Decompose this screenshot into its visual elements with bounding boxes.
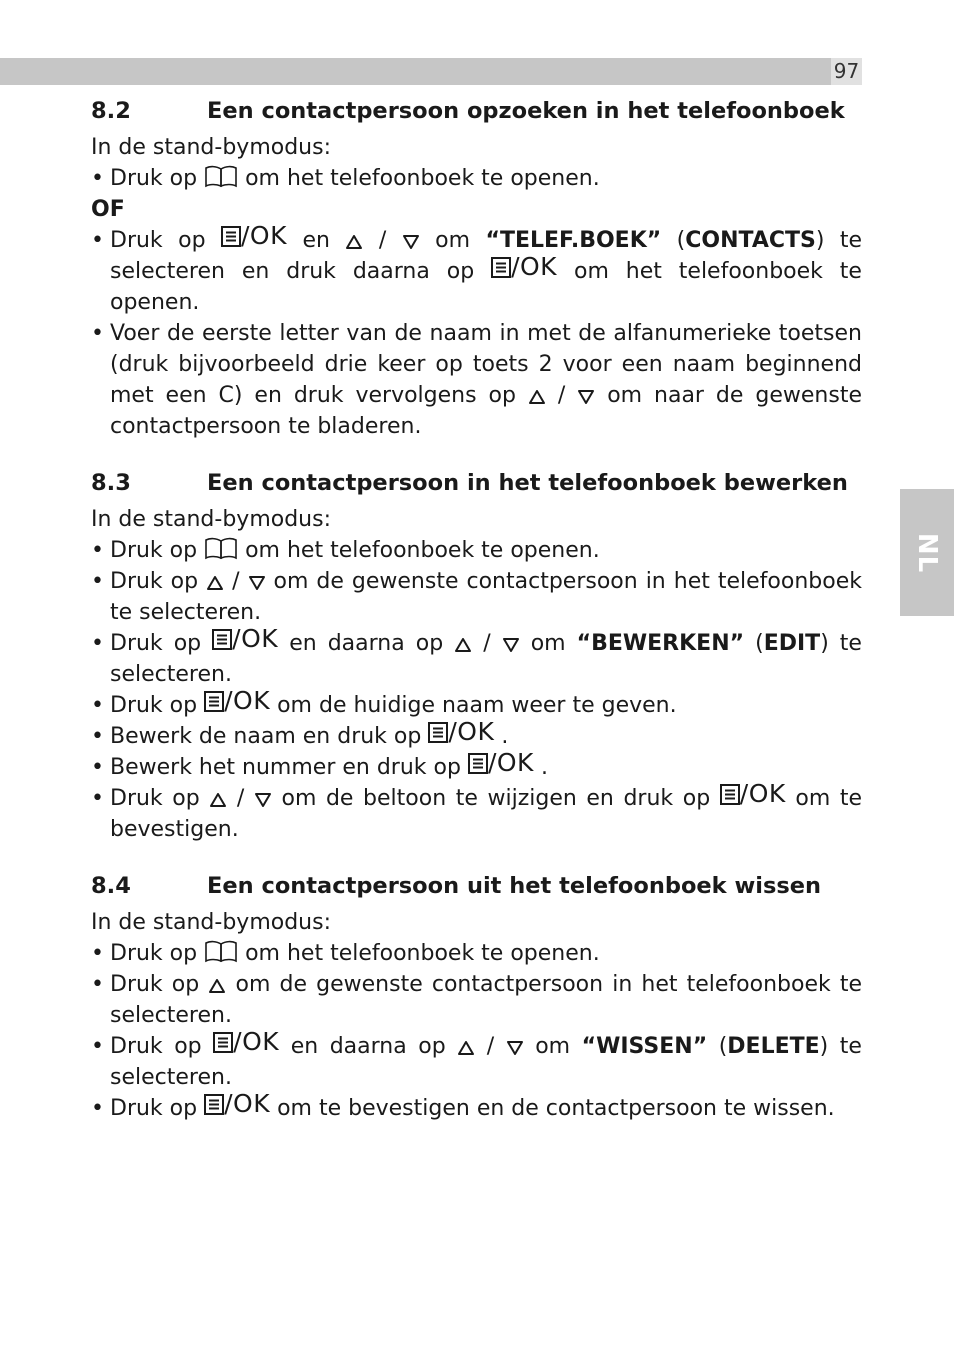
up-arrow-icon [208, 978, 226, 994]
down-arrow-icon [502, 637, 520, 653]
menu-option-label: CONTACTS [685, 228, 816, 253]
up-arrow-icon [345, 234, 363, 250]
item-text: en [302, 228, 330, 253]
page-number: 97 [831, 58, 862, 85]
language-tab-label: NL [911, 532, 942, 573]
up-down-separator: / [236, 786, 245, 811]
item-text: . [501, 724, 509, 749]
ok-key-label: /OK [232, 624, 279, 653]
menu-icon [213, 1032, 233, 1053]
list-item [91, 624, 862, 690]
list-item [91, 1027, 862, 1093]
instruction-list [91, 163, 862, 194]
menu-ok-key [491, 252, 558, 281]
down-arrow-icon [506, 1040, 524, 1056]
item-text: Druk op [110, 1096, 198, 1121]
up-down-separator: / [483, 631, 491, 656]
menu-ok-key [428, 717, 495, 746]
up-arrow-icon [457, 1040, 475, 1056]
item-text: Druk op [110, 972, 200, 997]
list-item [91, 717, 862, 752]
language-tab [900, 489, 954, 616]
up-down-keys [454, 631, 531, 656]
item-text: ( [718, 1034, 728, 1059]
ok-key-label: /OK [224, 686, 271, 715]
down-arrow-icon [577, 389, 595, 405]
item-text: en daarna op [290, 1034, 446, 1059]
menu-ok-key [221, 221, 287, 250]
menu-icon [204, 1094, 224, 1115]
item-text: Druk op [110, 228, 206, 253]
instruction-list [91, 938, 862, 1124]
menu-option-label: DELETE [727, 1034, 820, 1059]
item-text: Druk op [110, 693, 198, 718]
down-arrow-icon [248, 575, 266, 591]
menu-icon [428, 722, 448, 743]
ok-key-label: /OK [233, 1027, 280, 1056]
item-text: ( [755, 631, 764, 656]
item-text: om het telefoonboek te openen. [110, 259, 862, 315]
menu-ok-key [204, 686, 271, 715]
menu-option-label: “WISSEN” [581, 1034, 708, 1059]
page-content [91, 96, 862, 1124]
up-down-keys [528, 383, 607, 408]
section-8-3 [91, 468, 862, 845]
up-down-separator: / [557, 383, 566, 408]
section-title: Een contactpersoon in het telefoonboek bewerken [207, 470, 848, 496]
item-text: om de gewenste contactpersoon in het telefoonboek te selecteren. [110, 972, 863, 1028]
item-text: en daarna op [289, 631, 444, 656]
up-down-separator: / [378, 228, 387, 253]
up-arrow-icon [206, 575, 224, 591]
phonebook-icon [204, 536, 238, 560]
up-arrow-icon [528, 389, 546, 405]
or-label: OF [91, 197, 125, 222]
item-text: om naar de gewenste contactpersoon te bladeren. [110, 383, 862, 439]
up-down-keys [457, 1034, 535, 1059]
list-item [91, 163, 862, 194]
item-text: om het telefoonboek te openen. [245, 166, 600, 191]
menu-option-label: “TELEF.BOEK” [485, 228, 662, 253]
menu-icon [221, 226, 241, 247]
item-text: om te bevestigen en de contactpersoon te wissen. [277, 1096, 835, 1121]
header-bar [0, 58, 831, 85]
menu-icon [468, 753, 488, 774]
ok-key-label: /OK [487, 748, 534, 777]
menu-icon [204, 691, 224, 712]
menu-icon [491, 257, 511, 278]
instruction-list [91, 221, 863, 442]
item-text: om het telefoonboek te openen. [245, 538, 600, 563]
item-text: Druk op [110, 538, 198, 563]
section-8-4 [91, 871, 862, 1124]
section-title: Een contactpersoon opzoeken in het telefoonboek [207, 98, 845, 124]
item-text: ) te selecteren en druk daarna op [110, 228, 863, 284]
menu-ok-key [468, 748, 534, 777]
item-text: Bewerk de naam en druk op [110, 724, 422, 749]
down-arrow-icon [402, 234, 420, 250]
item-text: ) te selecteren. [110, 1034, 862, 1090]
menu-icon [212, 629, 232, 650]
section-intro: In de stand-bymodus: [91, 135, 331, 160]
list-item [91, 566, 862, 628]
up-down-keys [209, 786, 281, 811]
up-down-separator: / [232, 569, 240, 594]
menu-icon [720, 784, 740, 805]
menu-ok-key [213, 1027, 280, 1056]
section-intro: In de stand-bymodus: [91, 507, 331, 532]
list-item [91, 779, 862, 845]
down-arrow-icon [254, 792, 272, 808]
menu-ok-key [720, 779, 786, 808]
ok-key-label: /OK [224, 1089, 271, 1118]
menu-option-label: “BEWERKEN” [576, 631, 745, 656]
section-number: 8.2 [91, 98, 131, 124]
list-item [91, 535, 862, 566]
item-text: . [540, 755, 548, 780]
ok-key-label: /OK [511, 252, 558, 281]
section-heading [91, 96, 862, 127]
menu-option-label: EDIT [763, 631, 821, 656]
item-text: Bewerk het nummer en druk op [110, 755, 461, 780]
item-text: Druk op [110, 166, 198, 191]
section-intro: In de stand-bymodus: [91, 910, 331, 935]
item-text: om te bevestigen. [110, 786, 862, 842]
list-item [91, 969, 862, 1031]
item-text: om [530, 631, 566, 656]
list-item [91, 1089, 862, 1124]
item-text: om [535, 1034, 571, 1059]
ok-key-label: /OK [448, 717, 495, 746]
item-text: om de beltoon te wijzigen en druk op [281, 786, 711, 811]
section-8-2 [91, 96, 862, 442]
item-text: om het telefoonboek te openen. [245, 941, 600, 966]
item-text: Druk op [110, 786, 200, 811]
instruction-list [91, 535, 862, 845]
list-item [91, 318, 862, 442]
ok-key-label: /OK [241, 221, 287, 250]
item-text: om de gewenste contactpersoon in het telefoonboek te selecteren. [110, 569, 862, 625]
up-down-separator: / [486, 1034, 495, 1059]
section-number: 8.4 [91, 873, 131, 899]
phonebook-icon [204, 164, 238, 188]
item-text: ) te selecteren. [110, 631, 862, 687]
up-down-keys [345, 228, 435, 253]
menu-ok-key [212, 624, 279, 653]
up-arrow-icon [454, 637, 472, 653]
item-text: Druk op [110, 1034, 202, 1059]
item-text: om de huidige naam weer te geven. [277, 693, 677, 718]
list-item [91, 938, 862, 969]
list-item [91, 221, 863, 318]
item-text: Voer de eerste letter van de naam in met de alfanumerieke toetsen (druk bijvoorbeeld drie keer op toets 2 voor een naam beginnend met een C) en druk vervolgens op [110, 321, 862, 408]
section-number: 8.3 [91, 470, 131, 496]
menu-ok-key [204, 1089, 271, 1118]
item-text: Druk op [110, 941, 198, 966]
section-heading [91, 468, 862, 499]
ok-key-label: /OK [739, 779, 786, 808]
item-text: Druk op [110, 569, 199, 594]
section-title: Een contactpersoon uit het telefoonboek wissen [207, 873, 822, 899]
phonebook-icon [204, 939, 238, 963]
item-text: Druk op [110, 631, 202, 656]
section-heading [91, 871, 862, 902]
up-arrow-icon [209, 792, 227, 808]
up-down-keys [206, 569, 273, 594]
item-text: ( [676, 228, 686, 253]
item-text: om [435, 228, 471, 253]
